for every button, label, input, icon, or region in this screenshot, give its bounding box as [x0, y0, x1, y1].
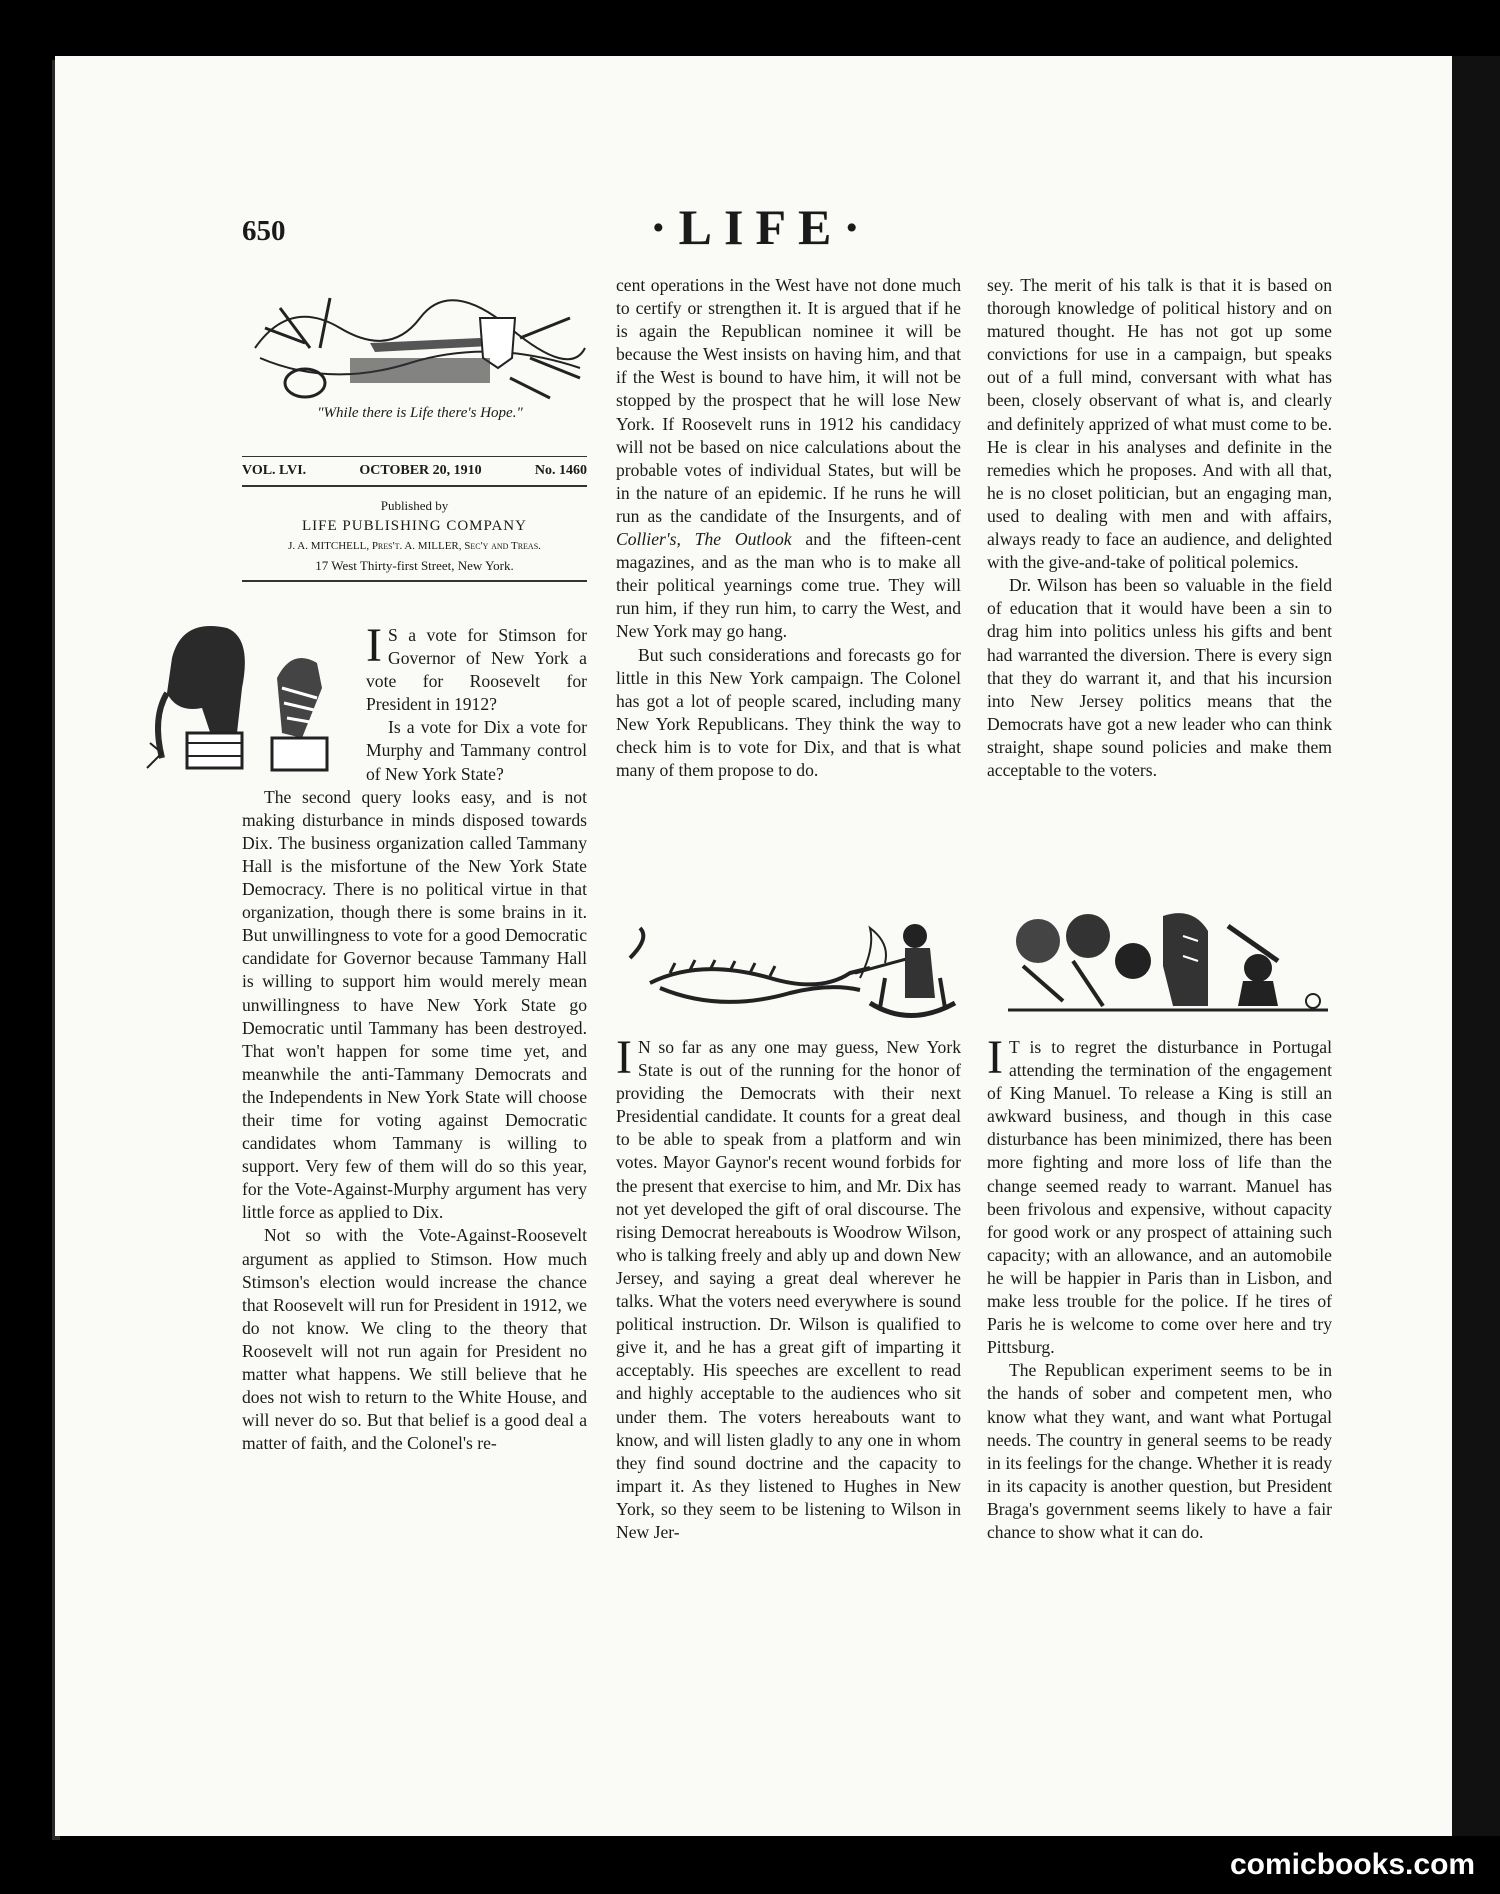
dragon-rocking-horse-cartoon	[620, 918, 960, 1030]
dropcap-1: I	[366, 619, 382, 672]
col3-paragraph-2: Dr. Wilson has been so valuable in the field of education that it would have been a sin to drag him into politics unless his gifts and bent had warranted the diversion. There is every sign that they do warrant it, and that his incursion into New Jersey politics means that the Democrats have got a new leader who can think straight, shape sound policies and make them acceptable to the voters.	[987, 575, 1332, 780]
column-3	[987, 274, 1332, 782]
issue-date: OCTOBER 20, 1910	[359, 463, 482, 478]
site-watermark: comicbooks.com	[1230, 1848, 1476, 1881]
col2-p1-italic: Collier's, The Outlook	[616, 529, 792, 550]
dropcap-3: I	[987, 1031, 1003, 1084]
adjacent-page-edge	[1452, 56, 1500, 1836]
col1-intro-q2: Is a vote for Dix a vote for Murphy and Tammany control of New York State?	[366, 717, 587, 784]
col1-paragraph-1: The second query looks easy, and is not making disturbance in minds disposed towards Dix. The business organization called Tammany Hall is the misfortune of the New York State Democracy. There is no political virtue in that organization, though there is some brains in it. But unwillingness to vote for a good Democratic candidate for Governor because Tammany Hall is willing to support him would merely mean unwillingness to have New York State go Democratic until Tammany has been destroyed. That won't happen for some time yet, and meanwhile the anti-Tammany Democrats and the Independents in New York State will choose their time for voting against Democratic candidates whom Tammany is willing to support. Very few of them will do so this year, for the Vote-Against-Murphy argument has very little force as applied to Dix.	[242, 786, 587, 1223]
dropcap-2: I	[616, 1031, 632, 1084]
col2-paragraph-3: N so far as any one may guess, New York State is out of the running for the honor of providing the Democrats with their next Presidential candidate. It counts for a great deal to be able to speak from a platform and win votes. Mayor Gaynor's recent wound forbids for the present that exercise to him, and Mr. Dix has not yet developed the gift of oral discourse. The rising Democrat hereabouts is Woodrow Wilson, who is talking freely and ably up and down New Jersey, and saying a great deal wherever he talks. What the voters need everywhere is sound political instruction. Dr. Wilson is qualified to give it, and he has a great gift of imparting it acceptably. His speeches are excellent to read and highly acceptable to the audiences who sit under them. The voters hereabouts want to know, and will listen gladly to any one in whom they find sound doctrine and the capacity to impart it. As they listened to Hughes in New York, so they seem to be listening to Wilson in New Jer-	[616, 1037, 961, 1542]
publisher-block	[242, 496, 587, 582]
col3-paragraph-3: T is to regret the disturbance in Portugal attending the termination of the engagement of King Manuel. To release a King is still an awkward business, and though in this case disturbance has been minimized, there has been more fighting and more loss of life than the change seemed ready to warrant. Manuel has been frivolous and expensive, without capacity for good work or any prospect of attaining such capacity; with an allowance, and an automobile he will be happier in Paris than in Lisbon, and make less trouble for the police. If he tires of Paris he is welcome to come over here and try Pittsburg.	[987, 1037, 1332, 1358]
col2-paragraph-1	[616, 274, 961, 644]
king-chairs-cartoon	[1003, 906, 1333, 1016]
motto: "While there is Life there's Hope."	[317, 405, 523, 421]
col2-p1-text: cent operations in the West have not done much to certify or strengthen it. It is argued that if he is again the Republican nominee it will be because the West insists on having him, and that if the West is bound to have him, it will not be stopped by the prospect that he will lose New York. If Roosevelt runs in 1912 his candidacy will not be based on nice calculations about the probable votes of individual States, but will be in the nature of an epidemic. If he runs he will run as the candidate of the Insurgents, and of	[616, 275, 961, 526]
publisher-company: LIFE PUBLISHING COMPANY	[302, 518, 527, 534]
issue-number: No. 1460	[534, 463, 587, 478]
col3-paragraph-1: sey. The merit of his talk is that it is based on thorough knowledge of political history and on matured thought. He has not got up some convictions for use in a campaign, but speaks out of a full mind, conversant with what has been, closely observant of what is, and clearly and definitely apprized of what must come to be. He is clear in his analyses and definite in the remedies which he proposes. And with all that, he is no closet politician, but an engaging man, used to dealing with men and with affairs, always ready to face an audience, and delighted with the give-and-take of political polemics.	[987, 275, 1332, 573]
issue-info	[242, 456, 587, 487]
published-by: Published by	[380, 498, 449, 513]
col3-paragraph-4: The Republican experiment seems to be in the hands of sober and competent men, who know what they want, and want what Portugal needs. The country in general seems to be ready in its feelings for the change. Whether it is ready in its capacity is another question, but President Braga's government seems likely to have a fair chance to show what it can do.	[987, 1360, 1332, 1542]
col1-paragraph-2: Not so with the Vote-Against-Roosevelt argument as applied to Stimson. How much Stimson's election would increase the chance that Roosevelt will run for President in 1912, we do not know. We cling to the theory that Roosevelt will not run again for President no matter what happens. We still believe that he does not wish to return to the White House, and will never do so. But that belief is a good deal a matter of faith, and the Colonel's re-	[242, 1225, 587, 1454]
column-3-lower	[987, 1031, 1332, 1544]
volume: VOL. LVI.	[242, 463, 307, 478]
page-number: 650	[242, 215, 286, 247]
masthead-title: ·LIFE·	[650, 199, 873, 255]
column-2	[616, 274, 961, 782]
publisher-officers: J. A. MITCHELL, Pres't. A. MILLER, Sec'y and Treas.	[288, 540, 541, 552]
masthead-vignette	[250, 288, 590, 403]
col1-intro-q1: S a vote for Stimson for Governor of New York a vote for Roosevelt for President in 1912?	[366, 625, 587, 715]
column-1	[242, 619, 587, 1455]
column-2-lower	[616, 1031, 961, 1544]
col1-intro	[366, 619, 587, 786]
col2-p1-end: and the fifteen-cent magazines, and as the man who is to make all their political yearnings come true. They will run him, if they run him, to carry the West, and New York may go hang.	[616, 529, 962, 642]
col2-paragraph-2: But such considerations and forecasts go for little in this New York campaign. The Colonel has got a lot of people scared, including many New York Republicans. They think the way to check him is to vote for Dix, and that is what many of them propose to do.	[616, 644, 961, 780]
publisher-address: 17 West Thirty-first Street, New York.	[315, 558, 514, 573]
